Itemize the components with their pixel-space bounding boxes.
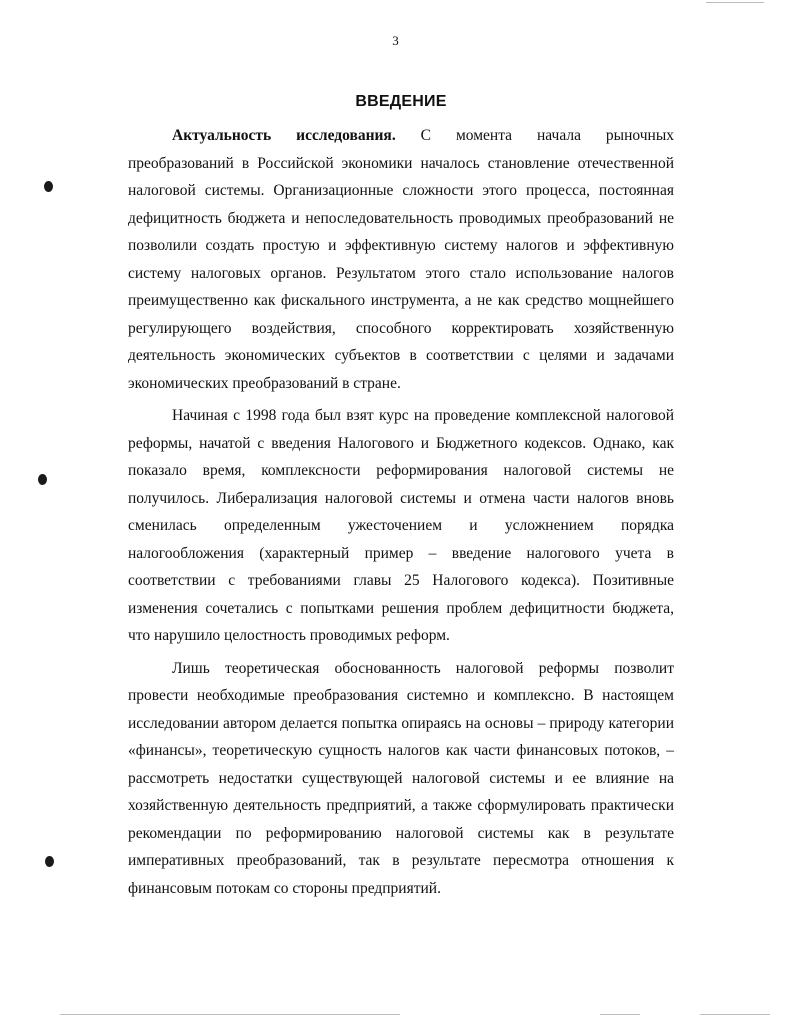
paragraph-theory: Лишь теоретическая обоснованность налоговой реформы позволит провести необходимые преобразования системно и комплексно. В настоящем исследовании автором делается попытка опираясь на основы – природу категории «финансы», теоретическую сущность налогов как части финансовых потоков, – рассмотреть недостатки существующей налоговой системы и ее влияние на хозяйственную деятельность предприятий, а также сформулировать практически рекомендации по реформированию налоговой системы как в результате императивных преобразований, так в результате пересмотра отношения к финансовым потокам со стороны предприятий.: [128, 659, 674, 897]
relevance-lead: Актуальность исследования.: [172, 127, 396, 144]
scan-artifact-line: [60, 1014, 400, 1015]
relevance-text: С момента начала рыночных преобразований в Российской экономики началось становление отечественной налоговой системы. Организационные сложности этого процесса, постоянная дефицитность бюджета и непоследовательность проводимых преобразований не позволили создать простую и эффективную систему налогов и эффективную систему налоговых органов. Результатом этого стало использование налогов преимущественно как фискального инструмента, а не как средство мощнейшего регулирующего воздействия, способного корректировать хозяйственную деятельность экономических субъектов в соответствии с целями и задачами экономических преобразований в стране.: [128, 127, 674, 392]
scan-artifact-line: [706, 2, 764, 3]
scan-artifact-line: [700, 1014, 770, 1015]
punch-hole-mark: [45, 856, 54, 867]
paragraph-relevance: [128, 122, 674, 397]
body-text: [128, 122, 674, 907]
section-heading: ВВЕДЕНИЕ: [355, 93, 447, 110]
paragraph-reform-course: Начиная с 1998 года был взят курс на проведение комплексной налоговой реформы, начатой с введения Налогового и Бюджетного кодексов. Однако, как показало время, комплексности реформирования налоговой системы не получилось. Либерализация налоговой системы и отмена части налогов вновь сменилась определенным ужесточением и усложнением порядка налогообложения (характерный пример – введение налогового учета в соответствии с требованиями главы 25 Налогового кодекса). Позитивные изменения сочетались с попытками решения проблем дефицитности бюджета, что нарушило целостность проводимых реформ.: [128, 407, 674, 644]
punch-hole-mark: [38, 474, 47, 485]
page-number: 3: [392, 33, 399, 48]
punch-hole-mark: [44, 181, 53, 192]
scan-artifact-line: [600, 1014, 640, 1015]
